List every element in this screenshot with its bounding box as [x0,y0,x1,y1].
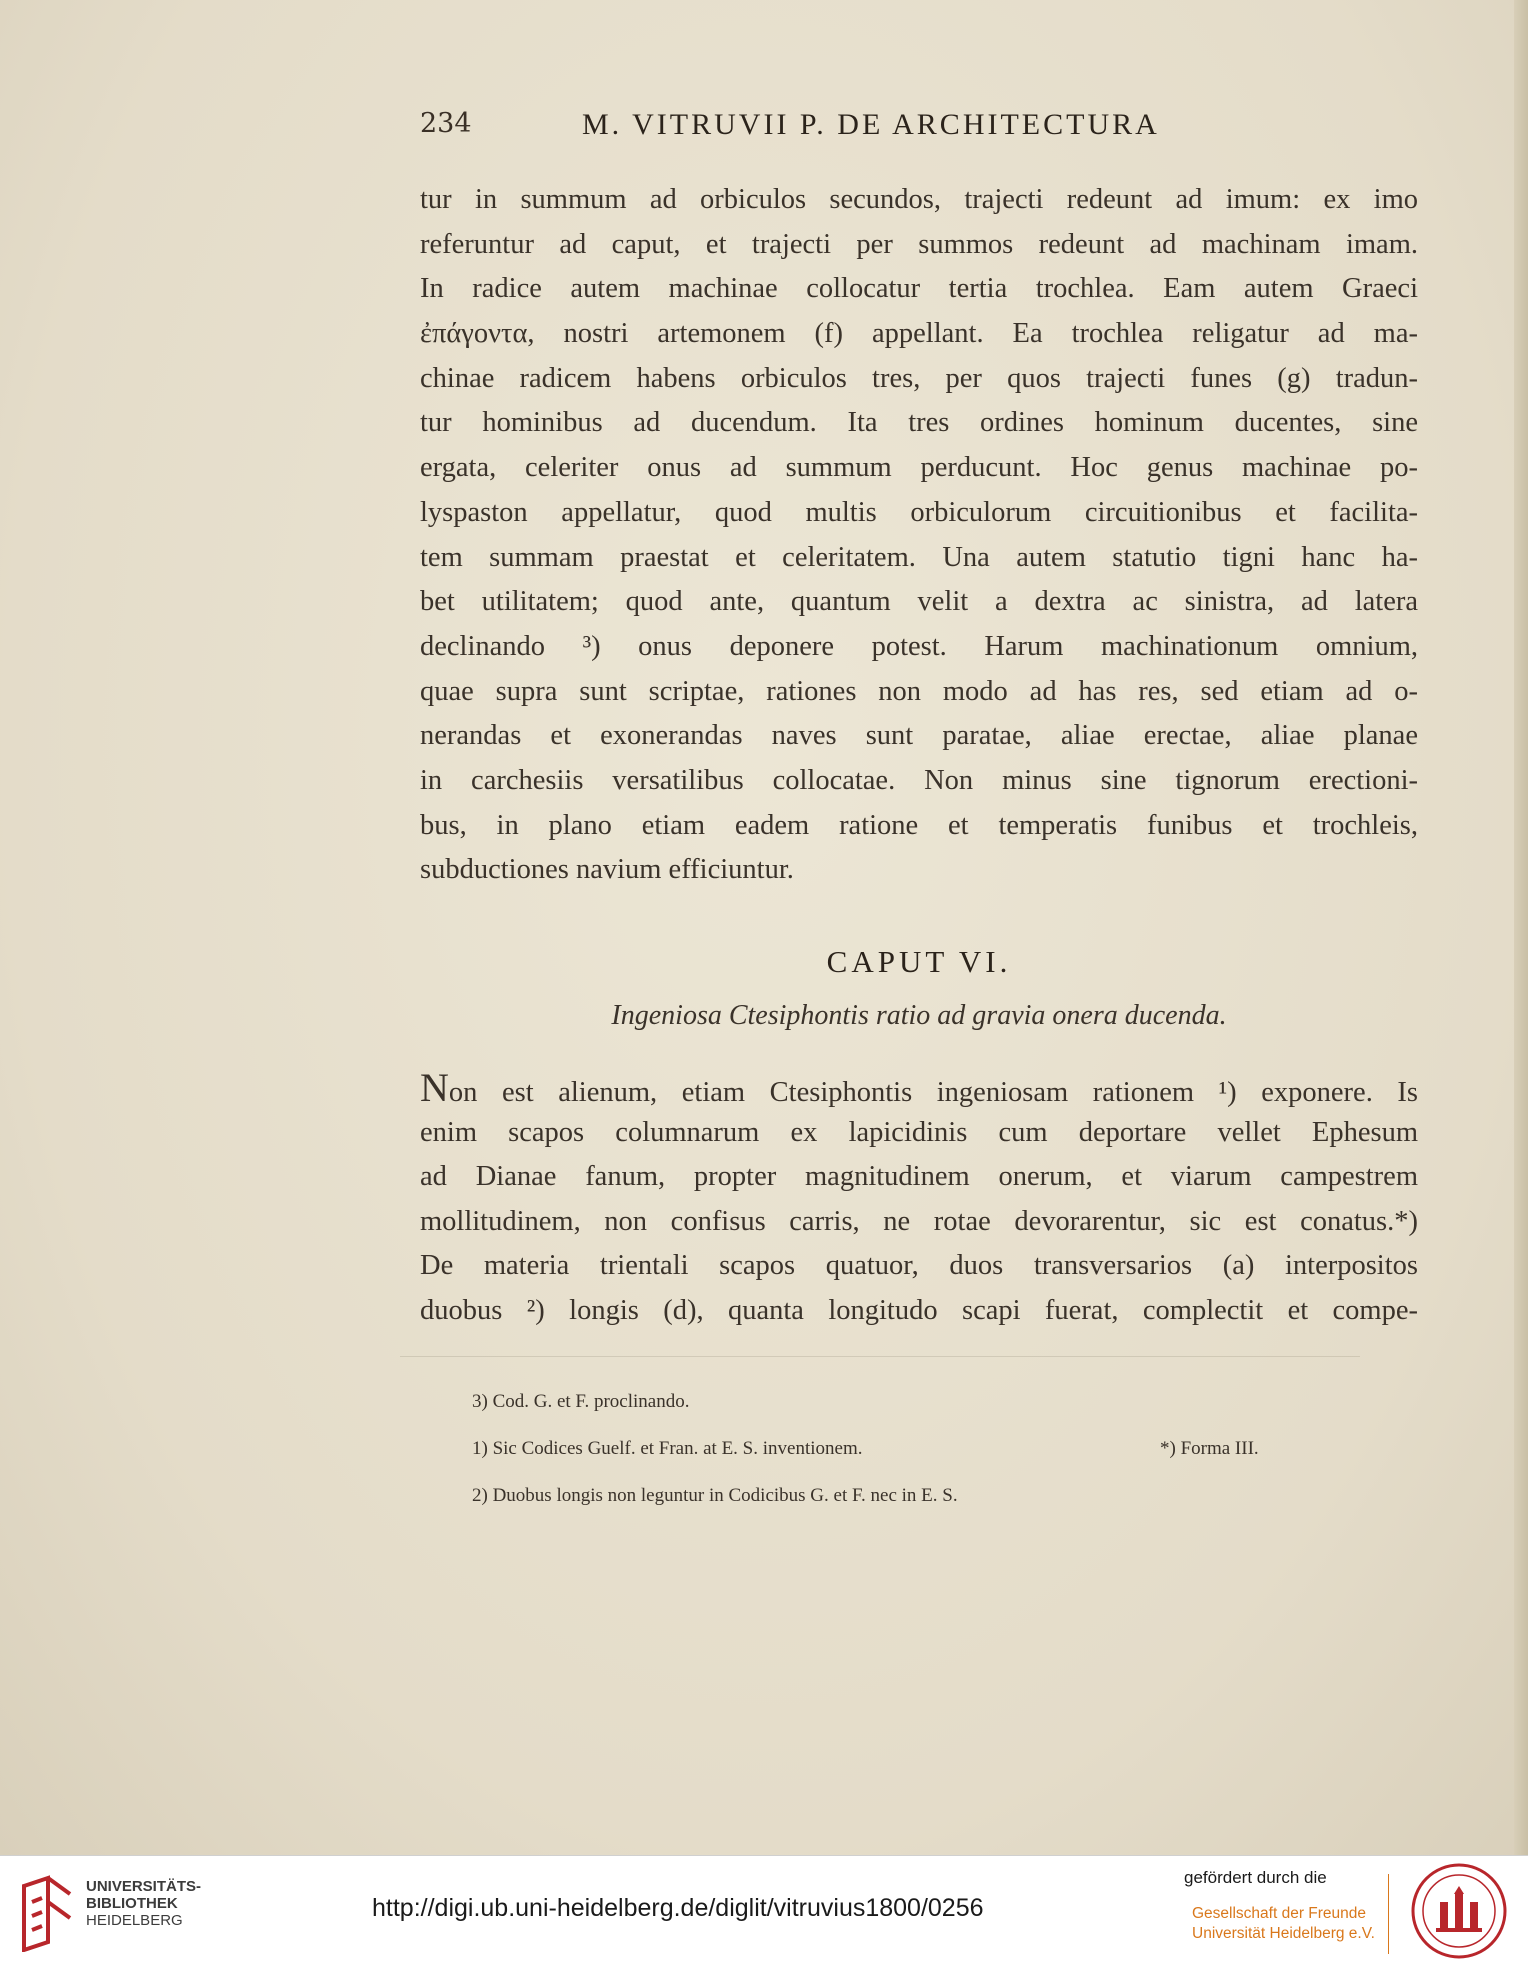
footer-bar [0,1855,1528,1967]
footnote-marker: 3) [472,1391,488,1412]
footnote-text: Sic Codices Guelf. et Fran. at E. S. inventionem. [492,1438,863,1459]
text-line: bus, in plano etiam eadem ratione et temperatis funibus et trochleis, [420,809,1418,841]
sponsor-divider [1388,1874,1389,1954]
chapter-title: CAPUT VI. [826,944,1012,979]
text-line: referuntur ad caput, et trajecti per summos redeunt ad machinam imam. [420,228,1418,260]
chapter-body-text [420,1066,1418,1333]
page-header [420,108,1260,148]
text-line: tur hominibus ad ducendum. Ita tres ordines hominum ducentes, sine [420,407,1418,439]
first-line-text: on est alienum, etiam Ctesiphontis ingeniosam rationem ¹) exponere. Is [448,1077,1418,1108]
footnote [472,1378,1292,1425]
sponsor-name [1192,1904,1375,1944]
university-seal-icon [1410,1862,1508,1960]
university-name [86,1878,201,1929]
text-line: tur in summum ad orbiculos secundos, trajecti redeunt ad imum: ex imo [420,184,1418,215]
text-line: bet utilitatem; quod ante, quantum velit a dextra ac sinistra, ad latera [420,586,1418,618]
text-line: quae supra sunt scriptae, rationes non modo ad has res, sed etiam ad o- [420,675,1418,707]
text-line [420,1066,1418,1111]
text-line: De materia trientali scapos quatuor, duos transversarios (a) interpositos [420,1250,1418,1281]
text-line: chinae radicem habens orbiculos tres, per quos trajecti funes (g) tradun- [420,362,1418,394]
page-edge [1514,0,1528,1855]
university-name-line: HEIDELBERG [86,1912,183,1929]
text-line: ἐπάγοντα, nostri artemonem (f) appellant. Ea trochlea religatur ad ma- [420,318,1418,350]
text-line: ergata, celeriter onus ad summum perducunt. Hoc genus machinae po- [420,452,1418,484]
text-line: duobus ²) longis (d), quanta longitudo scapi fuerat, complectit et compe- [420,1294,1418,1326]
footnote [472,1425,1292,1472]
text-line: in carchesiis versatilibus collocatae. Non minus sine tignorum erectioni- [420,764,1418,796]
sponsor-name-line: Gesellschaft der Freunde [1192,1905,1367,1922]
text-line: mollitudinem, non confisus carris, ne rotae devorarentur, sic est conatus.*) [420,1205,1418,1237]
body-text [420,178,1418,893]
footnote-aside: *) Forma III. [1160,1438,1259,1459]
university-logo-icon [18,1872,76,1952]
text-line: nerandas et exonerandas naves sunt paratae, aliae erectae, aliae planae [420,720,1418,752]
university-name-line: BIBLIOTHEK [86,1895,178,1912]
chapter-subtitle: Ingeniosa Ctesiphontis ratio ad gravia onera ducenda. [611,1000,1227,1031]
footnote [472,1472,1292,1519]
university-name-line: UNIVERSITÄTS- [86,1878,202,1895]
footnotes [472,1378,1292,1519]
footnote-text: Duobus longis non leguntur in Codicibus G. et F. nec in E. S. [492,1485,958,1506]
footnote-text: Cod. G. et F. proclinando. [492,1391,690,1412]
text-line: subductiones navium efficiuntur. [420,854,794,886]
text-line: lyspaston appellatur, quod multis orbiculorum circuitionibus et facilita- [420,496,1418,528]
sponsor-label: gefördert durch die [1184,1868,1327,1887]
page-number: 234 [420,108,472,139]
running-title: M. VITRUVII P. DE ARCHITECTURA [582,108,1160,141]
sponsor-name-line: Universität Heidelberg e.V. [1192,1925,1375,1942]
text-line: tem summam praestat et celeritatem. Una autem statutio tigni hanc ha- [420,541,1418,573]
permalink-url[interactable]: http://digi.ub.uni-heidelberg.de/diglit/vitruvius1800/0256 [372,1894,984,1922]
text-line: declinando ³) onus deponere potest. Harum machinationum omnium, [420,630,1418,662]
text-line: In radice autem machinae collocatur tertia trochlea. Eam autem Graeci [420,273,1418,305]
drop-cap: N [420,1065,449,1110]
text-line: enim scapos columnarum ex lapicidinis cum deportare vellet Ephesum [420,1116,1418,1148]
footnote-divider [400,1356,1360,1357]
footnote-marker: 2) [472,1485,488,1506]
footnote-marker: 1) [472,1438,488,1459]
text-line: ad Dianae fanum, propter magnitudinem onerum, et viarum campestrem [420,1161,1418,1192]
